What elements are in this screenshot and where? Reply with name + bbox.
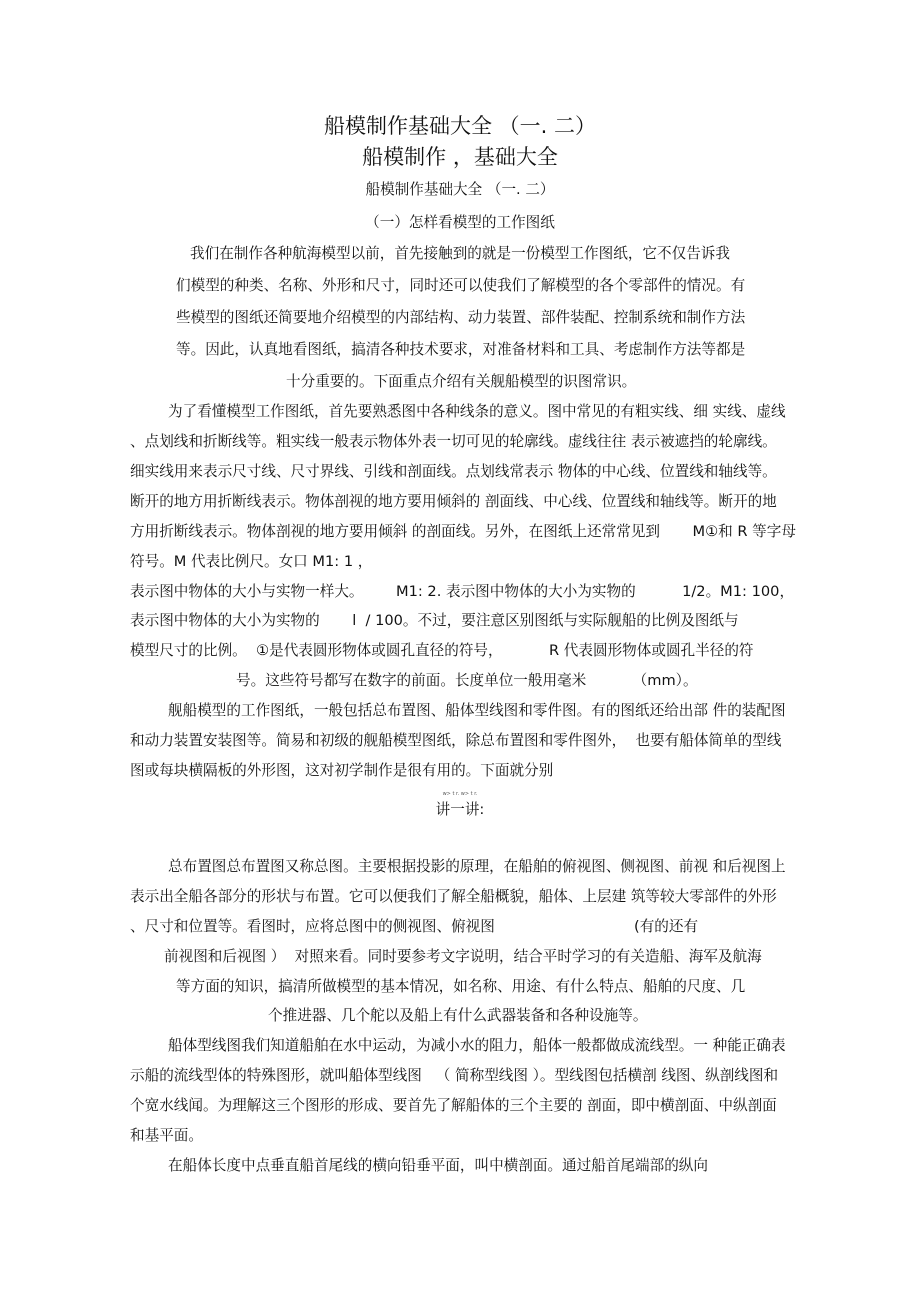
subtitle: 船模制作基础大全 （一. 二） — [365, 181, 555, 198]
section-heading: （一）怎样看模型的工作图纸 — [365, 214, 555, 231]
text-line: 符号。M 代表比例尺。女口 M1: 1 ， — [130, 553, 373, 570]
text-line: 个宽水线闻。为理解这三个图形的形成、要首先了解船体的三个主要的 剖面，即中横剖面、中纵剖面 — [130, 1097, 777, 1114]
text-line: 表示图中物体的大小为实物的 l / 100。不过，要注意区别图纸与实际舰船的比例及图纸与 — [130, 612, 739, 629]
text-line: 们模型的种类、名称、外形和尺寸，同时还可以使我们了解模型的各个零部件的情况。有 — [176, 277, 746, 294]
text-line: 船体型线图我们知道船舶在水中运动，为减小水的阻力，船体一般都做成流线型。一 种能正确表 — [168, 1037, 786, 1054]
text-line: 在船体长度中点垂直船首尾线的横向铅垂平面，叫中横剖面。通过船首尾端部的纵向 — [168, 1157, 708, 1174]
text-line: 和基平面。 — [130, 1127, 203, 1144]
text-line: 、尺寸和位置等。看图时，应将总图中的侧视图、俯视图 (有的还有 — [130, 918, 699, 935]
text-line: 细实线用来表示尺寸线、尺寸界线、引线和剖面线。点划线常表示 物体的中心线、位置线和轴线等。 — [130, 463, 777, 480]
text-line: 号。这些符号都写在数字的前面。长度单位一般用毫米 （mm）。 — [236, 672, 698, 689]
tiny-mark: w> t r. w> t r. — [442, 791, 478, 797]
text-line: 、点划线和折断线等。粗实线一般表示物体外表一切可见的轮廓线。虚线往往 表示被遮挡的轮廓线。 — [130, 433, 777, 450]
text-line: 示船的流线型体的特殊图形，就叫船体型线图 （ 简称型线图 ）。型线图包括横剖 线图、纵剖线图和 — [130, 1067, 779, 1084]
text-line: 我们在制作各种航海模型以前，首先接触到的就是一份模型工作图纸，它不仅告诉我 — [190, 245, 730, 262]
text-line: 表示出全船各部分的形状与布置。它可以便我们了解全船概貌，船体、上层建 筑等较大零部件的外形 — [130, 888, 777, 905]
text-line: 表示图中物体的大小与实物一样大。 M1: 2. 表示图中物体的大小为实物的 1/2。M1: 100， — [130, 583, 795, 600]
text-line: 等。因此，认真地看图纸，搞清各种技术要求，对准备材料和工具、考虑制作方法等都是 — [176, 341, 746, 358]
title-secondary: 船模制作 ，基础大全 — [362, 145, 558, 169]
text-line: 讲一讲: — [435, 801, 485, 818]
text-line: 十分重要的。下面重点介绍有关舰船模型的识图常识。 — [286, 373, 637, 390]
text-line: 个推进器、几个舵以及船上有什么武器装备和各种设施等。 — [268, 1007, 648, 1024]
text-line: 舰船模型的工作图纸，一般包括总布置图、船体型线图和零件图。有的图纸还给出部 件的装配图 — [168, 702, 786, 719]
text-line: 方用折断线表示。物体剖视的地方要用倾斜 的剖面线。另外，在图纸上还常常见到 M①和 R 等字母 — [130, 523, 796, 540]
text-line: 模型尺寸的比例。 ①是代表圆形物体或圆孔直径的符号， R 代表圆形物体或圆孔半径的符 — [130, 642, 754, 659]
text-line: 总布置图总布置图又称总图。主要根据投影的原理，在船舶的俯视图、侧视图、前视 和后视图上 — [168, 858, 786, 875]
title-main: 船模制作基础大全 （一. 二） — [323, 114, 597, 138]
text-line: 些模型的图纸还简要地介绍模型的内部结构、动力装置、部件装配、控制系统和制作方法 — [176, 309, 746, 326]
text-line: 前视图和后视图 ） 对照来看。同时要参考文字说明，结合平时学习的有关造船、海军及航海 — [164, 948, 762, 965]
text-line: 为了看懂模型工作图纸，首先要熟悉图中各种线条的意义。图中常见的有粗实线、细 实线、虚线 — [168, 403, 786, 420]
text-line: 图或每块横隔板的外形图，这对初学制作是很有用的。下面就分别 — [130, 762, 554, 779]
text-line: 等方面的知识，搞清所做模型的基本情况，如名称、用途、有什么特点、船舶的尺度、几 — [176, 978, 746, 995]
text-line: 和动力装置安装图等。简易和初级的舰船模型图纸，除总布置图和零件图外， 也要有船体简单的型线 — [130, 732, 782, 749]
text-line: 断开的地方用折断线表示。物体剖视的地方要用倾斜的 剖面线、中心线、位置线和轴线等。断开的地 — [130, 493, 777, 510]
